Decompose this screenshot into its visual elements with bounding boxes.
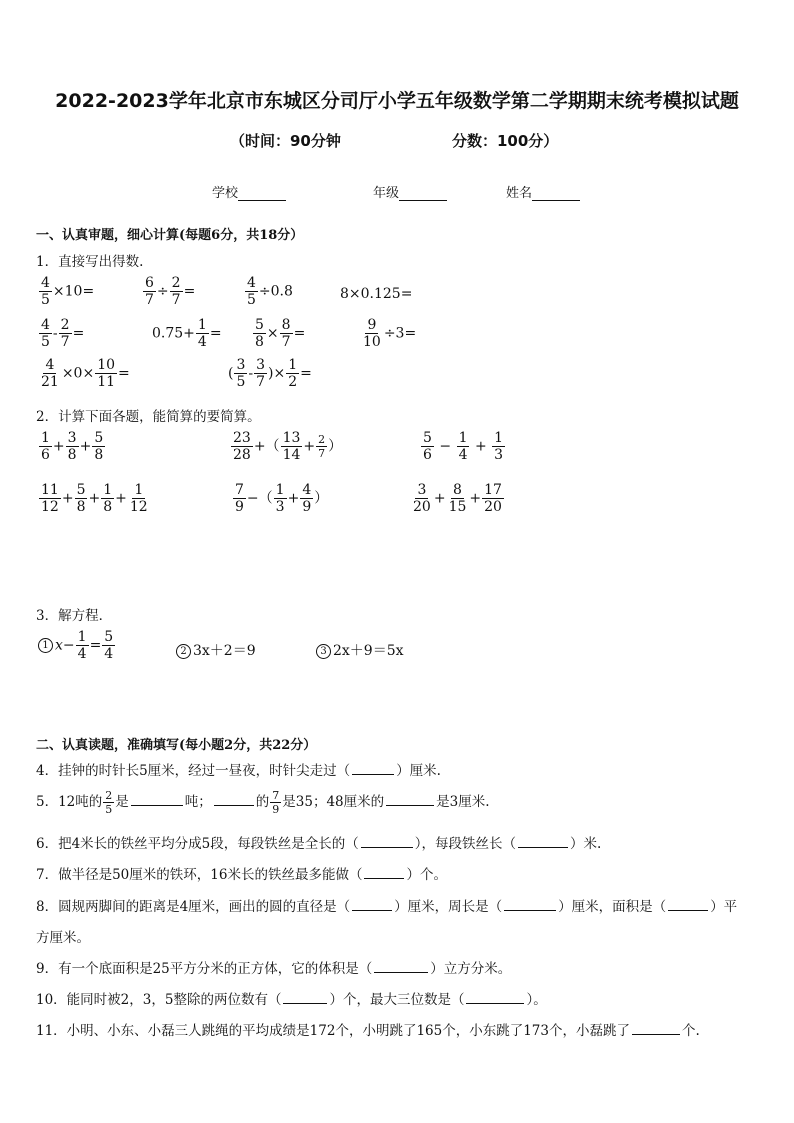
exam-score: 分数：100分） bbox=[452, 132, 559, 150]
exam-time: （时间：90分钟 bbox=[230, 132, 341, 150]
answer-blank[interactable] bbox=[386, 792, 434, 806]
q1-item-c1: $\frac{4}{21}$ ×0× $\frac{10}{11}$ = bbox=[41, 357, 130, 390]
question-9: 9．有一个底面积是25平方分米的正方体，它的体积是（ ）立方分米。 bbox=[36, 961, 512, 977]
q2-title: 2．计算下面各题，能简算的要简算。 bbox=[36, 409, 261, 425]
answer-blank[interactable] bbox=[361, 834, 413, 848]
q1-item-b2: 0.75+ $\frac{1}{4}$ = bbox=[152, 317, 222, 350]
q1-item-a4: 8×0.125= bbox=[340, 286, 413, 302]
q1-item-c2: ( $\frac{3}{5}$ - $\frac{3}{7}$ )× $\frac{1}{2}$ = bbox=[228, 357, 312, 390]
q3-equation-2: 2 3x＋2＝9 bbox=[176, 640, 256, 660]
question-8-continued: 方厘米。 bbox=[36, 930, 90, 946]
name-field bbox=[506, 182, 580, 201]
answer-blank[interactable] bbox=[214, 792, 254, 806]
question-7: 7．做半径是50厘米的铁环，16米长的铁丝最多能做（ ）个。 bbox=[36, 867, 447, 883]
page-title: 2022-2023学年北京市东城区分司厅小学五年级数学第二学期期末统考模拟试题 bbox=[55, 90, 739, 112]
answer-blank[interactable] bbox=[283, 990, 327, 1004]
answer-blank[interactable] bbox=[668, 897, 708, 911]
answer-blank[interactable] bbox=[352, 897, 392, 911]
name-blank[interactable] bbox=[532, 186, 580, 201]
name-label: 姓名 bbox=[506, 186, 533, 201]
grade-field bbox=[373, 182, 447, 201]
q2-item-r1c2: $\frac{23}{28}$ +（ $\frac{13}{14}$ + $\frac{2}{7}$ ） bbox=[233, 430, 343, 463]
q1-item-b3: $\frac{5}{8}$ × $\frac{8}{7}$ = bbox=[255, 317, 306, 350]
q3-equation-1: 1 x− $\frac{1}{4}$ = $\frac{5}{4}$ bbox=[38, 630, 116, 661]
question-5: 5．12吨的 $\frac{2}{5}$ 是 吨； 的 $\frac{7}{9}$ 是35；48厘米的 是3厘米. bbox=[36, 789, 490, 816]
q2-item-r2c2: $\frac{7}{9}$ −（ $\frac{1}{3}$ + $\frac{4}{9}$ ） bbox=[235, 482, 329, 515]
grade-blank[interactable] bbox=[399, 186, 447, 201]
circled-number: 1 bbox=[38, 638, 53, 653]
q1-item-b1: $\frac{4}{5}$ - $\frac{2}{7}$ = bbox=[41, 317, 85, 350]
answer-blank[interactable] bbox=[131, 792, 183, 806]
q1-item-a3: $\frac{4}{5}$ ÷0.8 bbox=[247, 275, 293, 308]
school-label: 学校 bbox=[212, 186, 239, 201]
answer-blank[interactable] bbox=[632, 1021, 680, 1035]
answer-blank[interactable] bbox=[364, 865, 404, 879]
q1-title: 1．直接写出得数. bbox=[36, 254, 144, 270]
answer-blank[interactable] bbox=[374, 959, 428, 973]
question-11: 11．小明、小东、小磊三人跳绳的平均成绩是172个，小明跳了165个，小东跳了173个，小磊跳了 个. bbox=[36, 1023, 700, 1039]
answer-blank[interactable] bbox=[352, 761, 394, 775]
q2-item-r2c3: $\frac{3}{20}$ + $\frac{8}{15}$ + $\frac{17}{20}$ bbox=[413, 482, 502, 515]
q2-item-r1c3: $\frac{5}{6}$ − $\frac{1}{4}$ + $\frac{1}{3}$ bbox=[423, 430, 504, 463]
q1-item-a1: $\frac{4}{5}$ ×10= bbox=[41, 275, 95, 308]
question-6: 6．把4米长的铁丝平均分成5段，每段铁丝是全长的（ ），每段铁丝长（ ）米. bbox=[36, 836, 602, 852]
circled-number: 3 bbox=[316, 644, 331, 659]
question-8: 8．圆规两脚间的距离是4厘米，画出的圆的直径是（ ）厘米，周长是（ ）厘米，面积是（ ）平 bbox=[36, 899, 738, 915]
answer-blank[interactable] bbox=[504, 897, 556, 911]
section-2-heading: 二、认真读题，准确填写(每小题2分，共22分） bbox=[36, 738, 317, 753]
q2-item-r1c1: $\frac{1}{6}$ + $\frac{3}{8}$ + $\frac{5}{8}$ bbox=[41, 430, 104, 463]
school-field bbox=[212, 182, 286, 201]
question-4: 4．挂钟的时针长5厘米，经过一昼夜，时针尖走过（ ）厘米. bbox=[36, 763, 441, 779]
q2-item-r2c1: $\frac{11}{12}$ + $\frac{5}{8}$ + $\frac{1}{8}$ + $\frac{1}{12}$ bbox=[41, 482, 148, 515]
answer-blank[interactable] bbox=[466, 990, 524, 1004]
q3-title: 3．解方程． bbox=[36, 608, 113, 624]
q1-item-a2: $\frac{6}{7}$ ÷ $\frac{2}{7}$ = bbox=[145, 275, 196, 308]
circled-number: 2 bbox=[176, 644, 191, 659]
grade-label: 年级 bbox=[373, 186, 400, 201]
q3-equation-3: 3 2x＋9＝5x bbox=[316, 640, 404, 660]
question-10: 10．能同时被2，3，5整除的两位数有（ ）个，最大三位数是（ ）。 bbox=[36, 992, 547, 1008]
school-blank[interactable] bbox=[238, 186, 286, 201]
section-1-heading: 一、认真审题，细心计算(每题6分，共18分） bbox=[36, 228, 304, 243]
answer-blank[interactable] bbox=[518, 834, 568, 848]
q1-item-b4: $\frac{9}{10}$ ÷3= bbox=[363, 317, 417, 350]
